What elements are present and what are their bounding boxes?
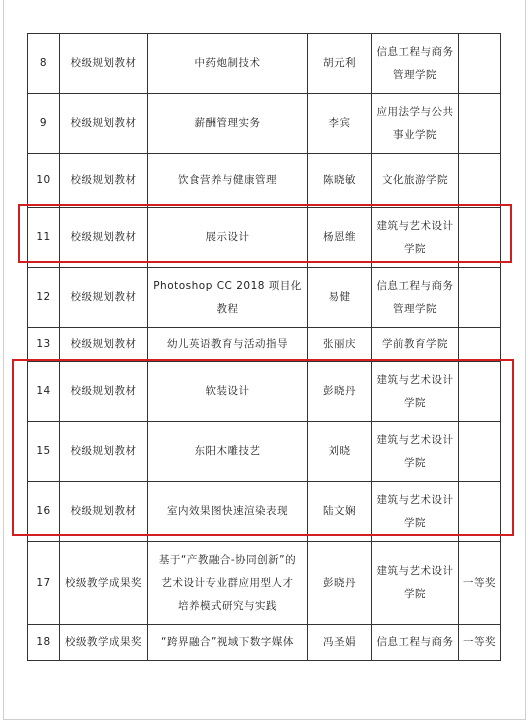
results-table: [27, 33, 501, 661]
row-award: [459, 482, 501, 542]
row-author: 胡元利: [308, 34, 372, 94]
row-author: 冯圣娟: [308, 625, 372, 661]
row-category: 校级规划教材: [60, 268, 148, 328]
row-title: 软装设计: [148, 362, 308, 422]
row-award: [459, 154, 501, 208]
row-title: “跨界融合”视域下数字媒体: [148, 625, 308, 661]
row-college: 信息工程与商务: [372, 625, 459, 661]
row-author: 张丽庆: [308, 328, 372, 362]
table-row: [28, 34, 501, 94]
table-row: [28, 268, 501, 328]
row-college: 建筑与艺术设计学院: [372, 362, 459, 422]
row-title: 东阳木雕技艺: [148, 422, 308, 482]
row-award: 一等奖: [459, 625, 501, 661]
row-number: 13: [28, 328, 60, 362]
row-title: 幼儿英语教育与活动指导: [148, 328, 308, 362]
row-author: 陆文娴: [308, 482, 372, 542]
row-category: 校级教学成果奖: [60, 542, 148, 625]
table-row: [28, 625, 501, 661]
row-college: 建筑与艺术设计学院: [372, 422, 459, 482]
row-college: 应用法学与公共事业学院: [372, 94, 459, 154]
table-row: [28, 482, 501, 542]
row-author: 李宾: [308, 94, 372, 154]
row-award: [459, 208, 501, 268]
row-title: 中药炮制技术: [148, 34, 308, 94]
row-number: 10: [28, 154, 60, 208]
row-title: 展示设计: [148, 208, 308, 268]
row-award: [459, 362, 501, 422]
row-college: 建筑与艺术设计学院: [372, 208, 459, 268]
row-number: 14: [28, 362, 60, 422]
row-author: 陈晓敏: [308, 154, 372, 208]
row-number: 8: [28, 34, 60, 94]
row-category: 校级规划教材: [60, 362, 148, 422]
row-college: 信息工程与商务管理学院: [372, 34, 459, 94]
row-title: 基于“产教融合-协同创新”的艺术设计专业群应用型人才培养模式研究与实践: [148, 542, 308, 625]
row-college: 建筑与艺术设计学院: [372, 542, 459, 625]
table-row: [28, 154, 501, 208]
row-category: 校级规划教材: [60, 154, 148, 208]
row-number: 17: [28, 542, 60, 625]
row-category: 校级规划教材: [60, 328, 148, 362]
row-award: [459, 422, 501, 482]
row-category: 校级规划教材: [60, 482, 148, 542]
table-row: [28, 362, 501, 422]
row-category: 校级规划教材: [60, 94, 148, 154]
row-number: 11: [28, 208, 60, 268]
row-number: 9: [28, 94, 60, 154]
row-category: 校级规划教材: [60, 422, 148, 482]
row-title: 室内效果图快速渲染表现: [148, 482, 308, 542]
row-number: 15: [28, 422, 60, 482]
row-award: [459, 34, 501, 94]
row-award: [459, 94, 501, 154]
row-author: 易健: [308, 268, 372, 328]
row-number: 12: [28, 268, 60, 328]
row-college: 文化旅游学院: [372, 154, 459, 208]
row-award: [459, 328, 501, 362]
table-row: [28, 208, 501, 268]
row-category: 校级规划教材: [60, 208, 148, 268]
row-title: Photoshop CC 2018 项目化教程: [148, 268, 308, 328]
row-college: 建筑与艺术设计学院: [372, 482, 459, 542]
row-author: 彭晓丹: [308, 542, 372, 625]
row-college: 信息工程与商务管理学院: [372, 268, 459, 328]
row-college: 学前教育学院: [372, 328, 459, 362]
row-category: 校级规划教材: [60, 34, 148, 94]
row-number: 16: [28, 482, 60, 542]
row-author: 彭晓丹: [308, 362, 372, 422]
row-title: 饮食营养与健康管理: [148, 154, 308, 208]
row-author: 刘晓: [308, 422, 372, 482]
table-row: [28, 542, 501, 625]
row-title: 薪酬管理实务: [148, 94, 308, 154]
row-category: 校级教学成果奖: [60, 625, 148, 661]
row-award: 一等奖: [459, 542, 501, 625]
row-author: 杨恩维: [308, 208, 372, 268]
table-row: [28, 94, 501, 154]
table-row: [28, 328, 501, 362]
row-award: [459, 268, 501, 328]
table-row: [28, 422, 501, 482]
row-number: 18: [28, 625, 60, 661]
